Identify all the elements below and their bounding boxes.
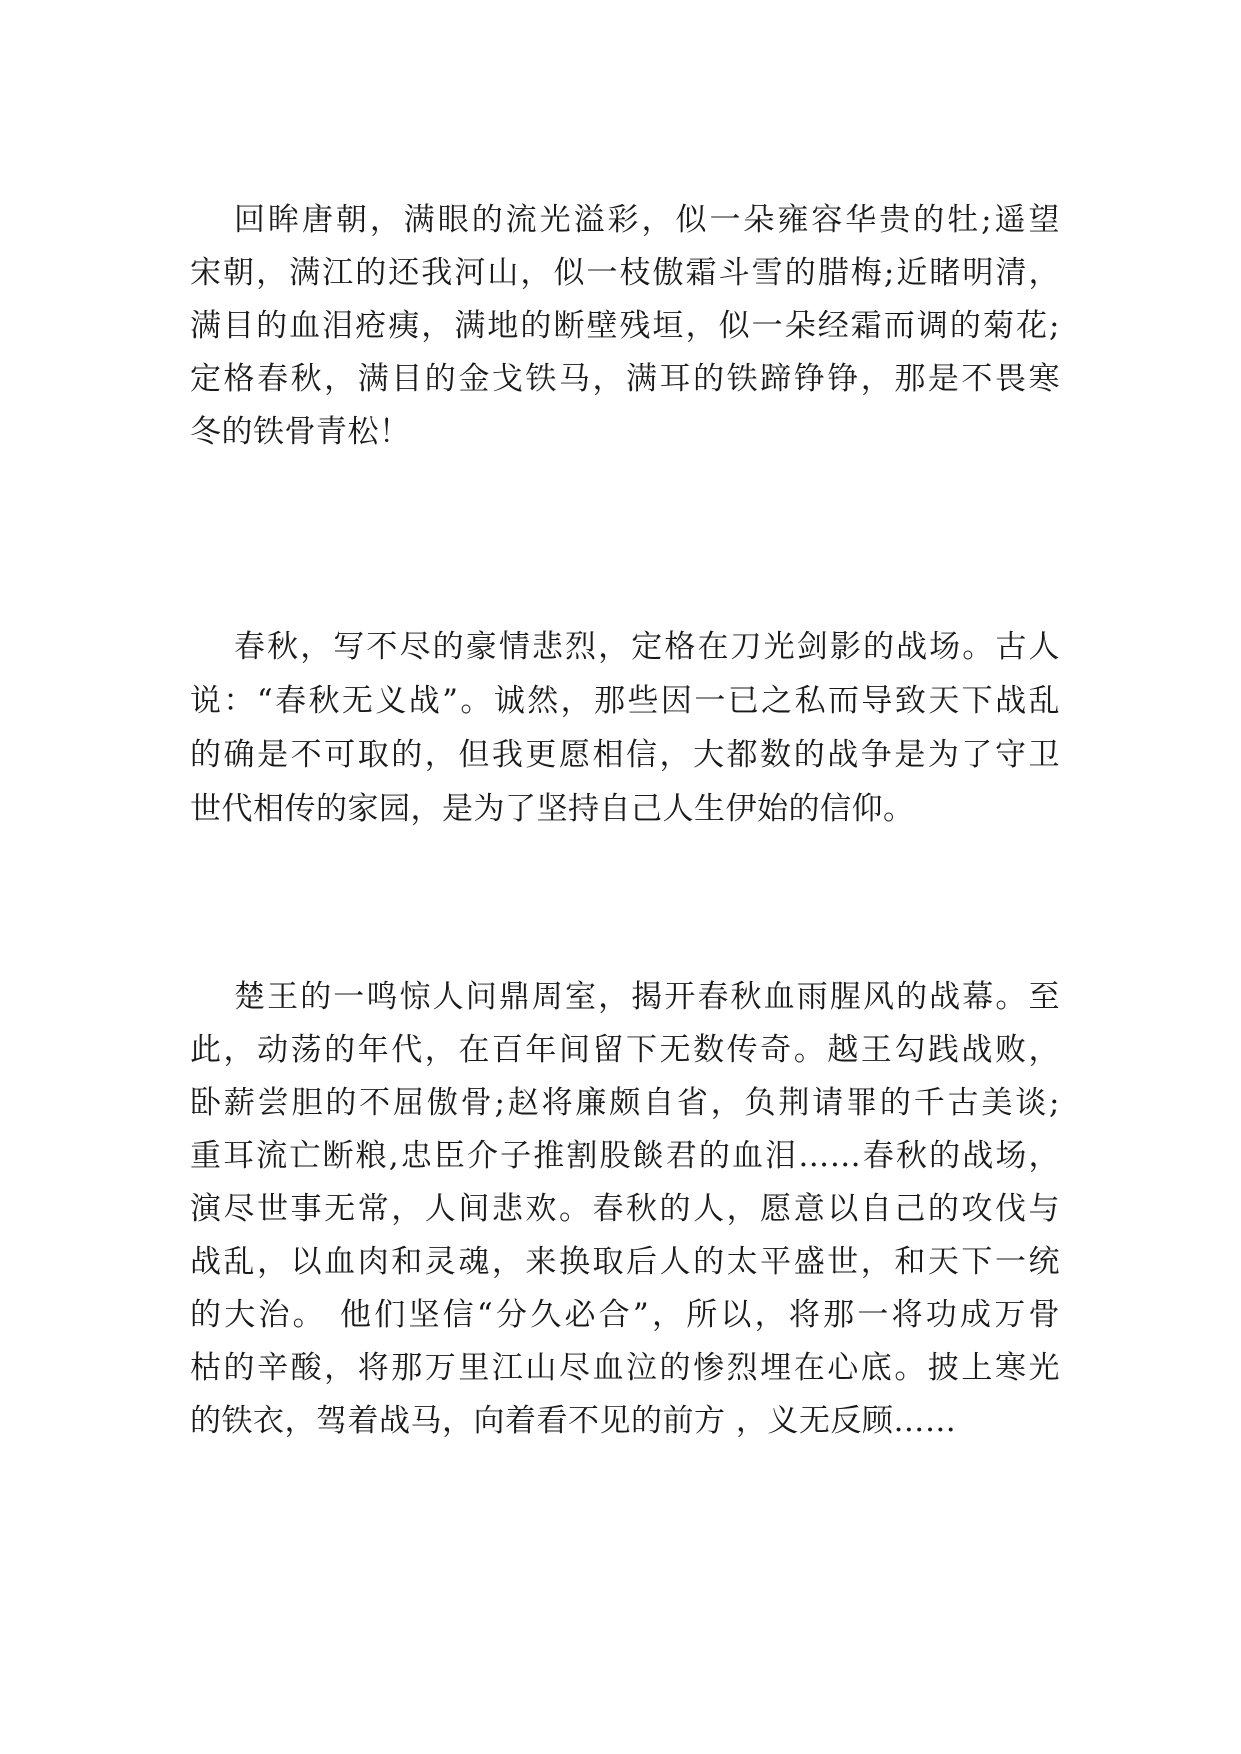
paragraph-1-line-1: 回眸唐朝，满眼的流光溢彩，似一朵雍容华贵的牡;遥望 — [234, 202, 1060, 238]
paragraph-1-line-4: 定格春秋，满目的金戈铁马，满耳的铁蹄铮铮，那是不畏寒 — [190, 361, 1060, 397]
paragraph-1-line-2: 宋朝，满江的还我河山，似一枝傲霜斗雪的腊梅;近睹明清， — [190, 255, 1060, 291]
paragraph-3-line-6: 战乱，以血肉和灵魂，来换取后人的太平盛世，和天下一统 — [190, 1244, 1060, 1280]
paragraph-3-line-1: 楚王的一鸣惊人问鼎周室，揭开春秋血雨腥风的战幕。至 — [234, 979, 1060, 1015]
paragraph-2-line-2: 说：“春秋无义战”。诚然，那些因一已之私而导致天下战乱 — [190, 683, 1060, 719]
paragraph-2-line-4: 世代相传的家园，是为了坚持自己人生伊始的信仰。 — [190, 791, 915, 827]
paragraph-2-line-3: 的确是不可取的，但我更愿相信，大都数的战争是为了守卫 — [190, 737, 1060, 773]
paragraph-1-line-5: 冬的铁骨青松！ — [190, 414, 411, 450]
paragraph-3-line-8: 枯的辛酸，将那万里江山尽血泣的惨烈埋在心底。披上寒光 — [190, 1350, 1060, 1386]
paragraph-3-line-2: 此，动荡的年代，在百年间留下无数传奇。越王勾践战败， — [190, 1032, 1060, 1068]
paragraph-3-line-7: 的大治。 他们坚信“分久必合”，所以，将那一将功成万骨 — [190, 1297, 1060, 1333]
paragraph-1-line-3: 满目的血泪疮痍，满地的断壁残垣，似一朵经霜而调的菊花; — [190, 308, 1060, 344]
paragraph-3-line-9: 的铁衣，驾着战马，向着看不见的前方 ，义无反顾…… — [190, 1403, 957, 1439]
paragraph-3-line-3: 卧薪尝胆的不屈傲骨;赵将廉颇自省，负荆请罪的千古美谈; — [190, 1085, 1060, 1121]
paragraph-3-line-5: 演尽世事无常，人间悲欢。春秋的人，愿意以自己的攻伐与 — [190, 1191, 1060, 1227]
paragraph-2-line-1: 春秋，写不尽的豪情悲烈，定格在刀光剑影的战场。古人 — [234, 629, 1060, 665]
paragraph-3-line-4: 重耳流亡断粮,忠臣介子推割股餤君的血泪……春秋的战场， — [190, 1138, 1060, 1174]
